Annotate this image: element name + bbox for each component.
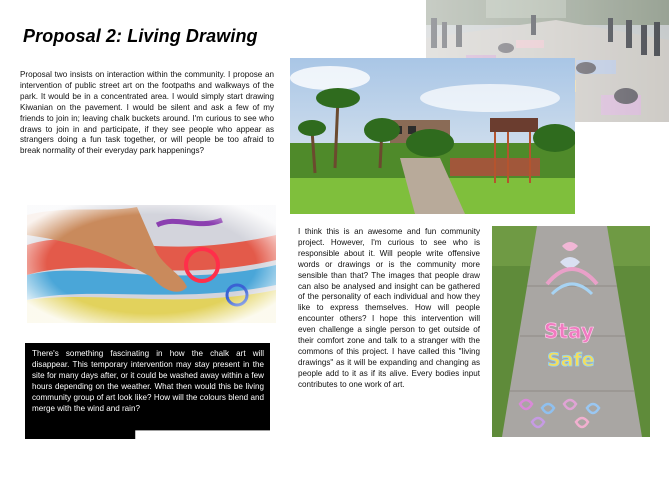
intro-paragraph: Proposal two insists on interaction within the community. I propose an intervention of public street art on the footpaths and walkways of the park. It would be in a concentrated area. I would simply start drawing Kiwanian on the pavement. I would be silent and ask a few of my friends to join in; leaving chalk buckets around. I'm curious to see who draws to join in and participate, if they see people who appear as strangers doing a fun task together, or will people be too afraid to break normality of their everyday park happenings? — [20, 70, 274, 156]
black-box-paragraph: There's something fascinating in how the chalk art will disappear. This temporary intervention may stay present in the site for many days after, or it could be washed away within a few hours depending on the weather. What then would this be living community group of art look like? How will the colours blend and merge with the wind and rain? — [32, 349, 264, 413]
stay-safe-chalk-path-photo — [492, 226, 650, 437]
path-chalk-text-stay: Stay — [544, 319, 594, 343]
page-title: Proposal 2: Living Drawing — [23, 26, 258, 46]
comment-paragraph: I think this is an awesome and fun community project. However, I'm curious to see who is responsible about it. Will people write offensive words or drawings or is the community more sensible than that? The images that people draw can also be analysed and insight can be gathered of the personality of each individual and how they like to express themselves. How will people encounter others? I hope this intervention will even challenge a single person to get outside of their comfort zone and talk to a stranger with the commons of this project. I have called this "living drawings" as it will be expanding and changing as people add to it as if its alive. Every bodies input contributes to one work of art. — [298, 227, 480, 389]
hand-drawing-chalk-photo — [27, 205, 276, 323]
park-palm-trees-photo — [290, 58, 575, 214]
path-chalk-text-safe: Safe — [547, 349, 595, 371]
